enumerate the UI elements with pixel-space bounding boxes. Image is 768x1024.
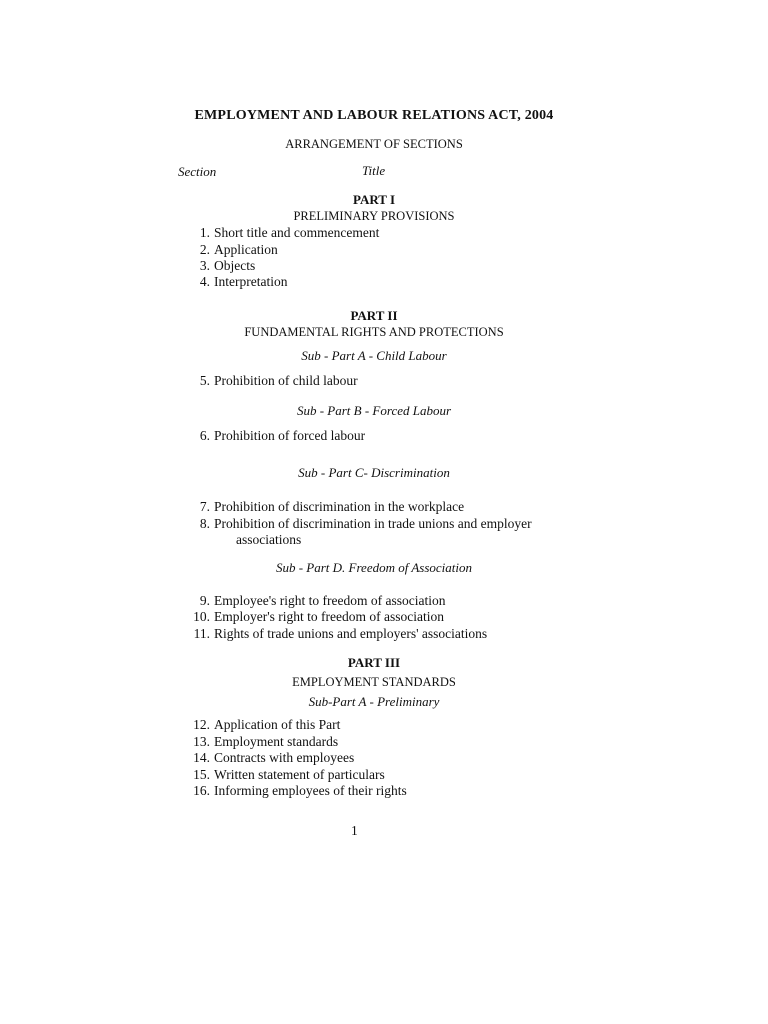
section-number: 14.	[193, 750, 210, 765]
section-number: 9.	[199, 593, 210, 608]
section-number: 16.	[193, 783, 210, 798]
arrangement-subtitle: ARRANGEMENT OF SECTIONS	[285, 137, 463, 151]
section-number: 12.	[193, 717, 210, 732]
section-title: Prohibition of discrimination in trade unions and employer	[214, 516, 532, 531]
section-number: 4.	[199, 274, 210, 289]
section-number: 1.	[199, 225, 210, 240]
list-item[interactable]	[170, 499, 464, 515]
page-number: 1	[351, 823, 358, 838]
list-item[interactable]	[170, 593, 446, 609]
sub-part-a-preliminary-heading: Sub-Part A - Preliminary	[308, 694, 440, 709]
part-1-label: PART I	[352, 192, 396, 207]
section-title-continuation: associations	[236, 532, 302, 547]
section-number: 2.	[199, 242, 210, 257]
section-title: Objects	[214, 258, 256, 273]
sub-part-a-heading: Sub - Part A - Child Labour	[301, 348, 447, 363]
section-number: 15.	[193, 767, 210, 782]
section-number: 8.	[199, 516, 210, 531]
section-title: Written statement of particulars	[214, 767, 385, 782]
section-title: Employer's right to freedom of association	[214, 609, 445, 624]
part-2-label: PART II	[350, 308, 398, 323]
list-item[interactable]	[170, 516, 532, 532]
list-item[interactable]	[170, 428, 365, 444]
section-title: Contracts with employees	[214, 750, 355, 765]
list-item[interactable]	[170, 750, 354, 766]
list-item[interactable]	[170, 225, 379, 241]
section-title: Interpretation	[214, 274, 288, 289]
section-column-label: Section	[178, 164, 217, 179]
list-item[interactable]	[170, 258, 255, 274]
section-title: Rights of trade unions and employers' associations	[214, 626, 488, 641]
section-title: Application	[214, 242, 278, 257]
part-1-heading: PRELIMINARY PROVISIONS	[293, 209, 455, 223]
section-title: Informing employees of their rights	[214, 783, 407, 798]
list-item[interactable]	[170, 274, 287, 290]
sub-part-c-heading: Sub - Part C- Discrimination	[298, 465, 450, 480]
section-title: Employment standards	[214, 734, 339, 749]
section-title: Prohibition of discrimination in the workplace	[214, 499, 465, 514]
list-item[interactable]	[170, 242, 278, 258]
section-title: Prohibition of forced labour	[214, 428, 366, 443]
section-number: 3.	[199, 258, 210, 273]
section-title: Prohibition of child labour	[214, 373, 358, 388]
list-item[interactable]	[170, 609, 444, 625]
section-title: Short title and commencement	[214, 225, 380, 240]
act-title: EMPLOYMENT AND LABOUR RELATIONS ACT, 2004	[194, 108, 554, 123]
section-number: 10.	[193, 609, 210, 624]
section-number: 13.	[193, 734, 210, 749]
title-column-label: Title	[362, 163, 386, 178]
section-title: Employee's right to freedom of association	[214, 593, 446, 608]
list-item[interactable]	[170, 717, 340, 733]
list-item[interactable]	[170, 783, 407, 799]
sub-part-b-heading: Sub - Part B - Forced Labour	[296, 403, 452, 418]
part-3-label: PART III	[347, 655, 401, 670]
section-title: Application of this Part	[214, 717, 341, 732]
section-number: 7.	[199, 499, 210, 514]
list-item[interactable]	[170, 767, 385, 783]
part-3-heading: EMPLOYMENT STANDARDS	[292, 675, 456, 689]
section-number: 11.	[193, 626, 210, 641]
sub-part-d-heading: Sub - Part D. Freedom of Association	[275, 560, 473, 575]
list-item[interactable]	[170, 373, 358, 389]
part-2-heading: FUNDAMENTAL RIGHTS AND PROTECTIONS	[244, 325, 504, 339]
section-number: 6.	[199, 428, 210, 443]
section-number: 5.	[199, 373, 210, 388]
list-item[interactable]	[170, 626, 487, 642]
list-item[interactable]	[170, 734, 338, 750]
